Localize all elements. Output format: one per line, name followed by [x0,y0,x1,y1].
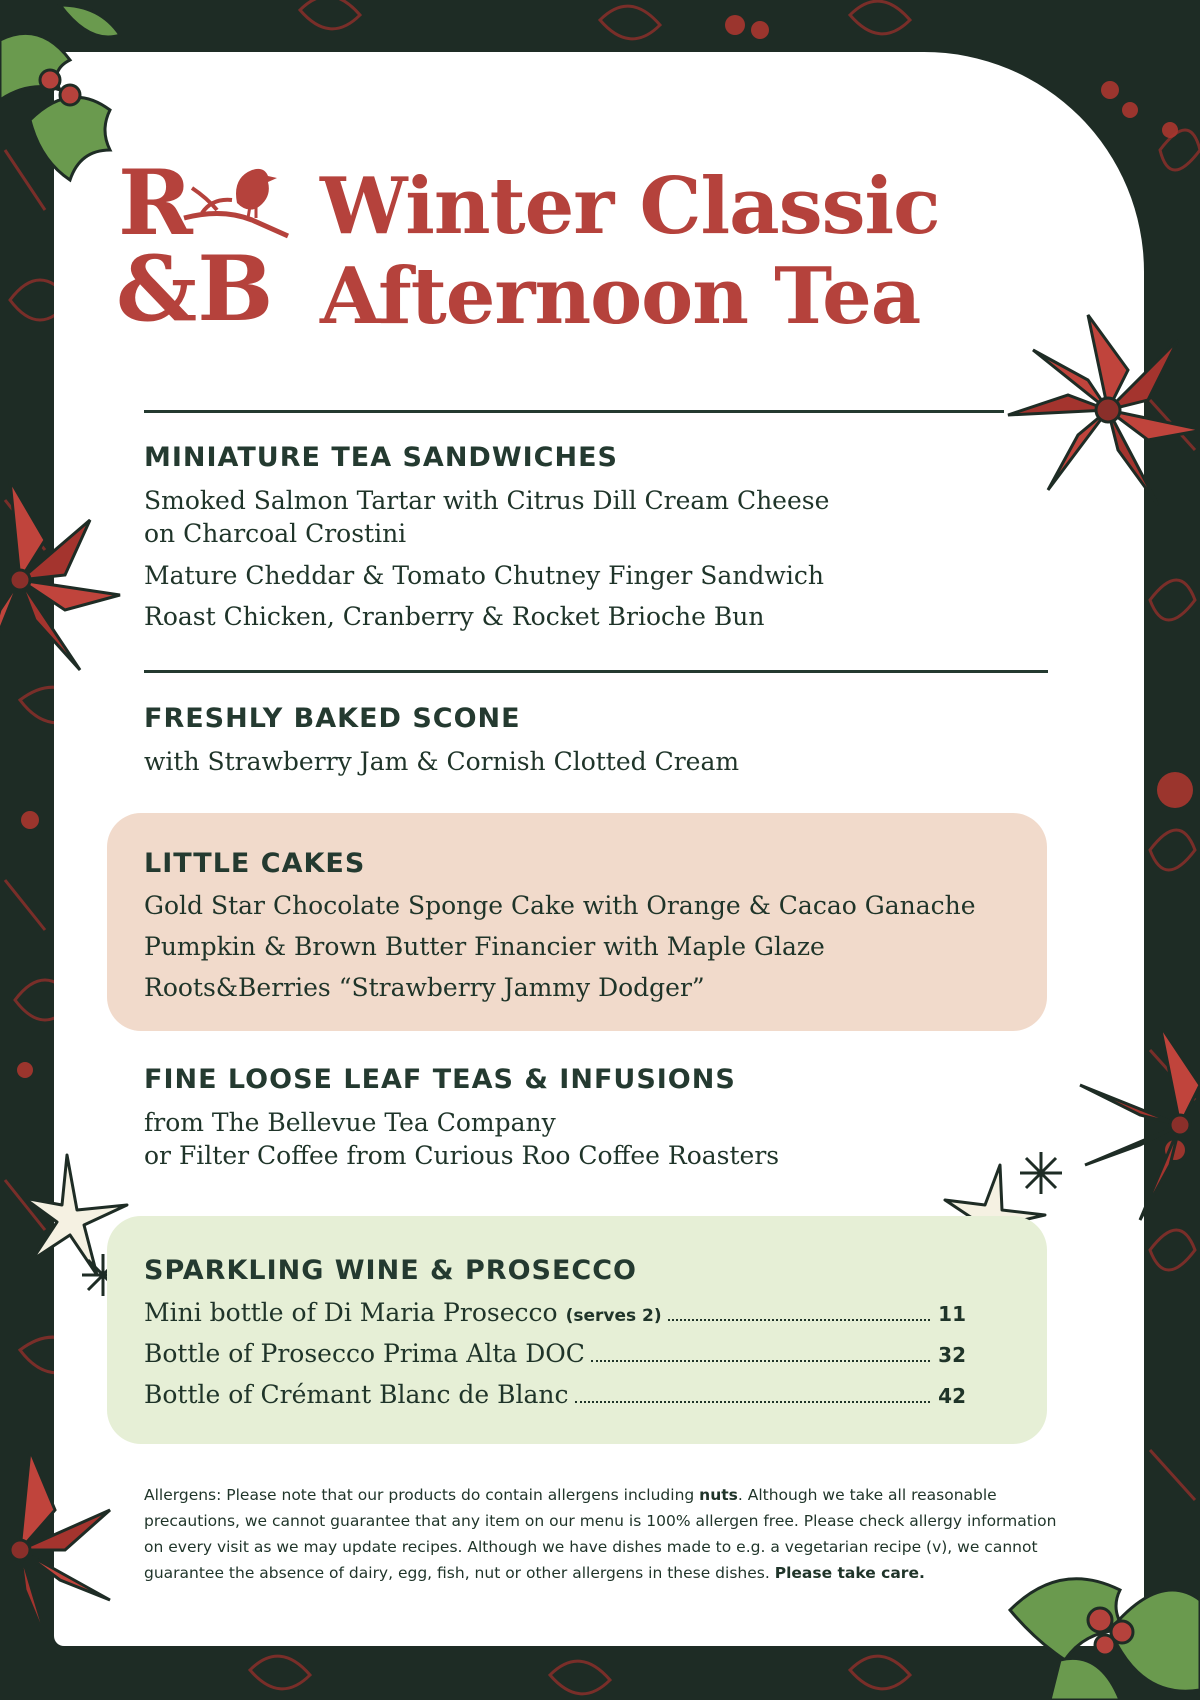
allergen-bold-care: Please take care. [774,1564,925,1582]
allergen-bold-nuts: nuts [699,1486,738,1504]
allergen-text-2: . Although we take all reasonable precautions, we cannot guarantee that any item on our menu is 100% allergen free. Please check allergy information on every visit as we may update recipes. Although we have dishes made to e.g. a vegetarian recipe (v), we cannot guarantee the absence of dairy, egg, fish, nut or other allergens in these dishes. [144,1486,1057,1582]
leader-dots [668,1319,931,1321]
teas-heading: FINE LOOSE LEAF TEAS & INFUSIONS [144,1064,736,1095]
wine-price: 11 [938,1302,966,1326]
scone-item: with Strawberry Jam & Cornish Clotted Cream [144,747,740,776]
cake-item: Roots&Berries “Strawberry Jammy Dodger” [144,973,705,1002]
logo-line2: &B [116,236,274,342]
sandwich-item: Roast Chicken, Cranberry & Rocket Brioche Bun [144,602,765,631]
wine-name: Bottle of Crémant Blanc de Blanc [144,1380,569,1409]
cake-item: Pumpkin & Brown Butter Financier with Maple Glaze [144,932,825,961]
sandwich-item: Mature Cheddar & Tomato Chutney Finger Sandwich [144,561,824,590]
sparkle-icon-right [1018,1150,1064,1196]
leader-dots [575,1401,931,1403]
brand-logo [116,150,296,342]
holly-icon-top-left [0,0,130,200]
cakes-heading: LITTLE CAKES [144,848,366,879]
tea-item: from The Bellevue Tea Company [144,1108,556,1137]
wine-row [144,1339,966,1368]
poinsettia-icon-right-top [990,290,1200,530]
wine-row [144,1380,966,1409]
sandwiches-heading: MINIATURE TEA SANDWICHES [144,442,618,473]
logo-line1: R [118,150,193,256]
scone-heading: FRESHLY BAKED SCONE [144,703,521,734]
sandwich-item: Smoked Salmon Tartar with Citrus Dill Cream Cheese [144,486,830,515]
poinsettia-icon-left [0,460,130,700]
wine-name: Mini bottle of Di Maria Prosecco [144,1298,558,1327]
tea-item: or Filter Coffee from Curious Roo Coffee Roasters [144,1141,780,1170]
cake-item: Gold Star Chocolate Sponge Cake with Orange & Cacao Ganache [144,891,976,920]
allergen-notice [144,1482,1064,1586]
title-line2: Afternoon Tea [320,251,921,342]
sandwich-item: on Charcoal Crostini [144,519,407,548]
allergen-text-1: Allergens: Please note that our products do contain allergens including [144,1486,700,1504]
wine-price: 42 [938,1384,966,1408]
wine-row [144,1298,966,1327]
wine-panel [107,1216,1047,1444]
divider-middle [144,670,1048,673]
poinsettia-icon-bottom-left [0,1440,130,1670]
bird-icon [182,158,294,240]
wine-name: Bottle of Prosecco Prima Alta DOC [144,1339,585,1368]
page-title [320,162,940,342]
divider-top [144,410,1004,413]
wine-note: (serves 2) [565,1306,662,1326]
wine-heading: SPARKLING WINE & PROSECCO [144,1255,637,1286]
wine-price: 32 [938,1343,966,1367]
leader-dots [591,1360,930,1362]
poinsettia-icon-right-bottom [1070,1010,1200,1240]
title-line1: Winter Classic [320,161,940,252]
